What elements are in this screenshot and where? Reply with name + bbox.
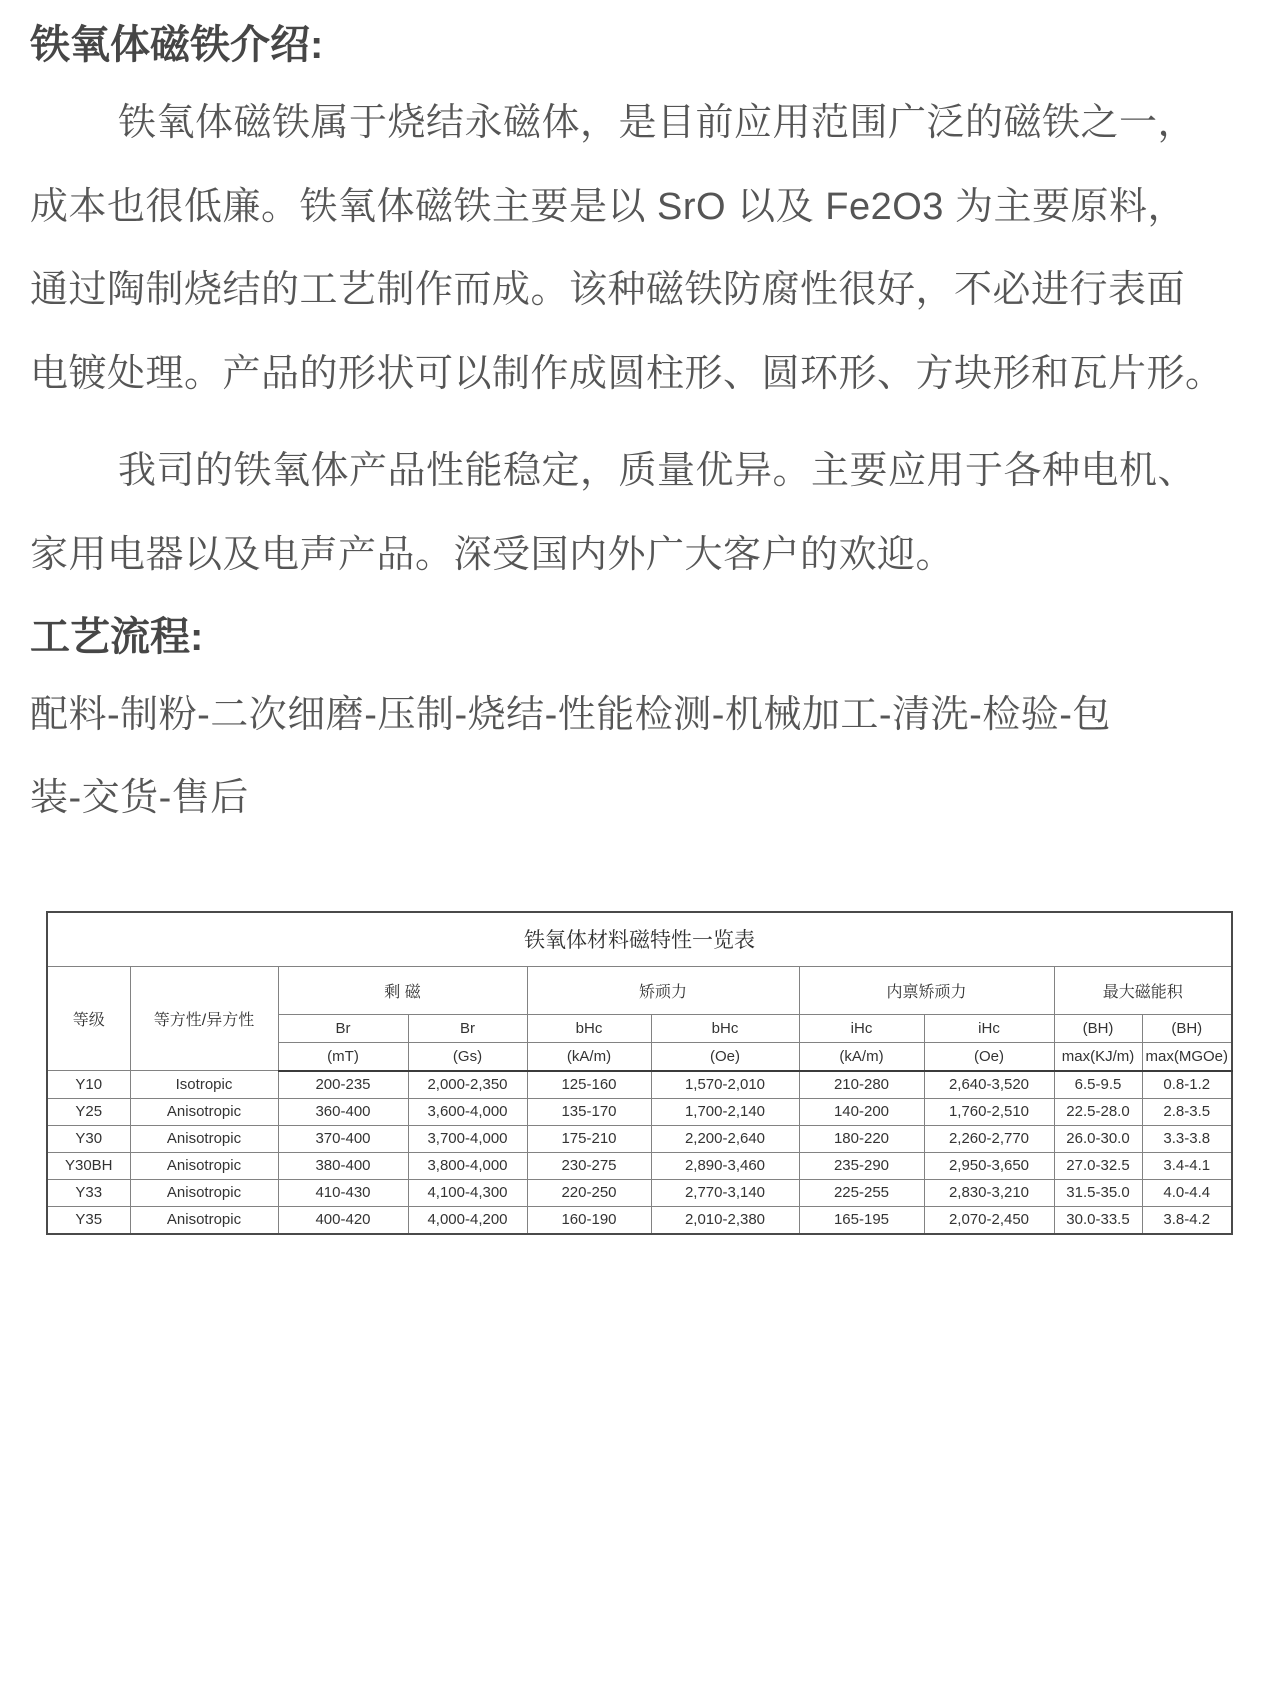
value-cell: 2,830-3,210 — [924, 1179, 1054, 1206]
value-cell: 370-400 — [278, 1125, 408, 1152]
subcolumn-unit: max(MGOe) — [1142, 1042, 1232, 1071]
value-cell: 26.0-30.0 — [1054, 1125, 1142, 1152]
value-cell: 4.0-4.4 — [1142, 1179, 1232, 1206]
value-cell: 6.5-9.5 — [1054, 1071, 1142, 1099]
value-cell: 175-210 — [527, 1125, 651, 1152]
value-cell: Anisotropic — [130, 1179, 278, 1206]
value-cell: 2,950-3,650 — [924, 1152, 1054, 1179]
value-cell: 135-170 — [527, 1098, 651, 1125]
table-row — [47, 1098, 1232, 1125]
text-line: 铁氧体磁铁属于烧结永磁体，是目前应用范围广泛的磁铁之一， — [118, 102, 1197, 144]
subcolumn-name: (BH) — [1054, 1014, 1142, 1042]
value-cell: 2,000-2,350 — [408, 1071, 527, 1099]
magnetic-properties-table — [46, 911, 1233, 1235]
value-cell: 2,890-3,460 — [651, 1152, 799, 1179]
subcolumn-unit: (mT) — [278, 1042, 408, 1071]
value-cell: 4,100-4,300 — [408, 1179, 527, 1206]
text-line: 成本也很低廉。铁氧体磁铁主要是以 SrO 以及 Fe2O3 为主要原料， — [30, 185, 1186, 228]
value-cell: 2,770-3,140 — [651, 1179, 799, 1206]
value-cell: 2,070-2,450 — [924, 1206, 1054, 1234]
value-cell: 2,200-2,640 — [651, 1125, 799, 1152]
value-cell: 3,600-4,000 — [408, 1098, 527, 1125]
value-cell: 180-220 — [799, 1125, 924, 1152]
value-cell: 360-400 — [278, 1098, 408, 1125]
table-row — [47, 1179, 1232, 1206]
subcolumn-unit: (kA/m) — [799, 1042, 924, 1071]
value-cell: 2.8-3.5 — [1142, 1098, 1232, 1125]
value-cell: 410-430 — [278, 1179, 408, 1206]
value-cell: 125-160 — [527, 1071, 651, 1099]
subcolumn-name: bHc — [527, 1014, 651, 1042]
value-cell: 22.5-28.0 — [1054, 1098, 1142, 1125]
grade-cell: Y35 — [47, 1206, 130, 1234]
subcolumn-name: Br — [278, 1014, 408, 1042]
value-cell: 2,010-2,380 — [651, 1206, 799, 1234]
process-flow — [30, 674, 1241, 841]
value-cell: 210-280 — [799, 1071, 924, 1099]
text-line: 家用电器以及电声产品。深受国内外广大客户的欢迎。 — [30, 533, 955, 576]
value-cell: 3,700-4,000 — [408, 1125, 527, 1152]
intro-paragraph-1 — [30, 82, 1241, 416]
value-cell: 230-275 — [527, 1152, 651, 1179]
table-row — [47, 1125, 1232, 1152]
value-cell: 3.4-4.1 — [1142, 1152, 1232, 1179]
text-line: 装-交货-售后 — [30, 777, 249, 820]
value-cell: 3,800-4,000 — [408, 1152, 527, 1179]
value-cell: 1,700-2,140 — [651, 1098, 799, 1125]
isotropy-header: 等方性/异方性 — [130, 966, 278, 1071]
value-cell: 225-255 — [799, 1179, 924, 1206]
text-line: 电镀处理。产品的形状可以制作成圆柱形、圆环形、方块形和瓦片形。 — [30, 352, 1224, 395]
subcolumn-unit: max(KJ/m) — [1054, 1042, 1142, 1071]
group-header: 矫顽力 — [527, 966, 799, 1014]
subcolumn-unit: (Oe) — [924, 1042, 1054, 1071]
value-cell: 0.8-1.2 — [1142, 1071, 1232, 1099]
properties-table-wrap — [46, 911, 1241, 1235]
subcolumn-name: (BH) — [1142, 1014, 1232, 1042]
value-cell: Anisotropic — [130, 1152, 278, 1179]
grade-cell: Y25 — [47, 1098, 130, 1125]
table-row — [47, 1071, 1232, 1099]
text-line: 通过陶制烧结的工艺制作而成。该种磁铁防腐性很好，不必进行表面 — [30, 269, 1186, 312]
subcolumn-name: iHc — [924, 1014, 1054, 1042]
grade-cell: Y33 — [47, 1179, 130, 1206]
value-cell: 380-400 — [278, 1152, 408, 1179]
value-cell: Anisotropic — [130, 1098, 278, 1125]
value-cell: 220-250 — [527, 1179, 651, 1206]
table-row — [47, 1206, 1232, 1234]
subcolumn-name: bHc — [651, 1014, 799, 1042]
table-row — [47, 1152, 1232, 1179]
subcolumn-unit: (Oe) — [651, 1042, 799, 1071]
group-header: 最大磁能积 — [1054, 966, 1232, 1014]
value-cell: 30.0-33.5 — [1054, 1206, 1142, 1234]
value-cell: 200-235 — [278, 1071, 408, 1099]
value-cell: 1,760-2,510 — [924, 1098, 1054, 1125]
value-cell: 27.0-32.5 — [1054, 1152, 1142, 1179]
value-cell: 3.3-3.8 — [1142, 1125, 1232, 1152]
value-cell: 235-290 — [799, 1152, 924, 1179]
value-cell: 4,000-4,200 — [408, 1206, 527, 1234]
value-cell: 3.8-4.2 — [1142, 1206, 1232, 1234]
value-cell: 2,260-2,770 — [924, 1125, 1054, 1152]
subcolumn-name: iHc — [799, 1014, 924, 1042]
value-cell: Anisotropic — [130, 1125, 278, 1152]
subcolumn-unit: (Gs) — [408, 1042, 527, 1071]
intro-paragraph-2 — [30, 430, 1241, 597]
subcolumn-unit: (kA/m) — [527, 1042, 651, 1071]
grade-header: 等级 — [47, 966, 130, 1071]
value-cell: Isotropic — [130, 1071, 278, 1099]
value-cell: 400-420 — [278, 1206, 408, 1234]
intro-heading: 铁氧体磁铁介绍: — [30, 23, 324, 67]
value-cell: 1,570-2,010 — [651, 1071, 799, 1099]
grade-cell: Y10 — [47, 1071, 130, 1099]
subcolumn-name: Br — [408, 1014, 527, 1042]
group-header: 剩 磁 — [278, 966, 527, 1014]
value-cell: Anisotropic — [130, 1206, 278, 1234]
value-cell: 2,640-3,520 — [924, 1071, 1054, 1099]
table-title: 铁氧体材料磁特性一览表 — [47, 912, 1232, 967]
value-cell: 140-200 — [799, 1098, 924, 1125]
grade-cell: Y30BH — [47, 1152, 130, 1179]
grade-cell: Y30 — [47, 1125, 130, 1152]
group-header: 内禀矫顽力 — [799, 966, 1054, 1014]
text-line: 我司的铁氧体产品性能稳定，质量优异。主要应用于各种电机、 — [118, 450, 1197, 493]
value-cell: 165-195 — [799, 1206, 924, 1234]
value-cell: 31.5-35.0 — [1054, 1179, 1142, 1206]
value-cell: 160-190 — [527, 1206, 651, 1234]
text-line: 配料-制粉-二次细磨-压制-烧结-性能检测-机械加工-清洗-检验-包 — [30, 693, 1111, 736]
process-heading: 工艺流程: — [30, 614, 204, 659]
